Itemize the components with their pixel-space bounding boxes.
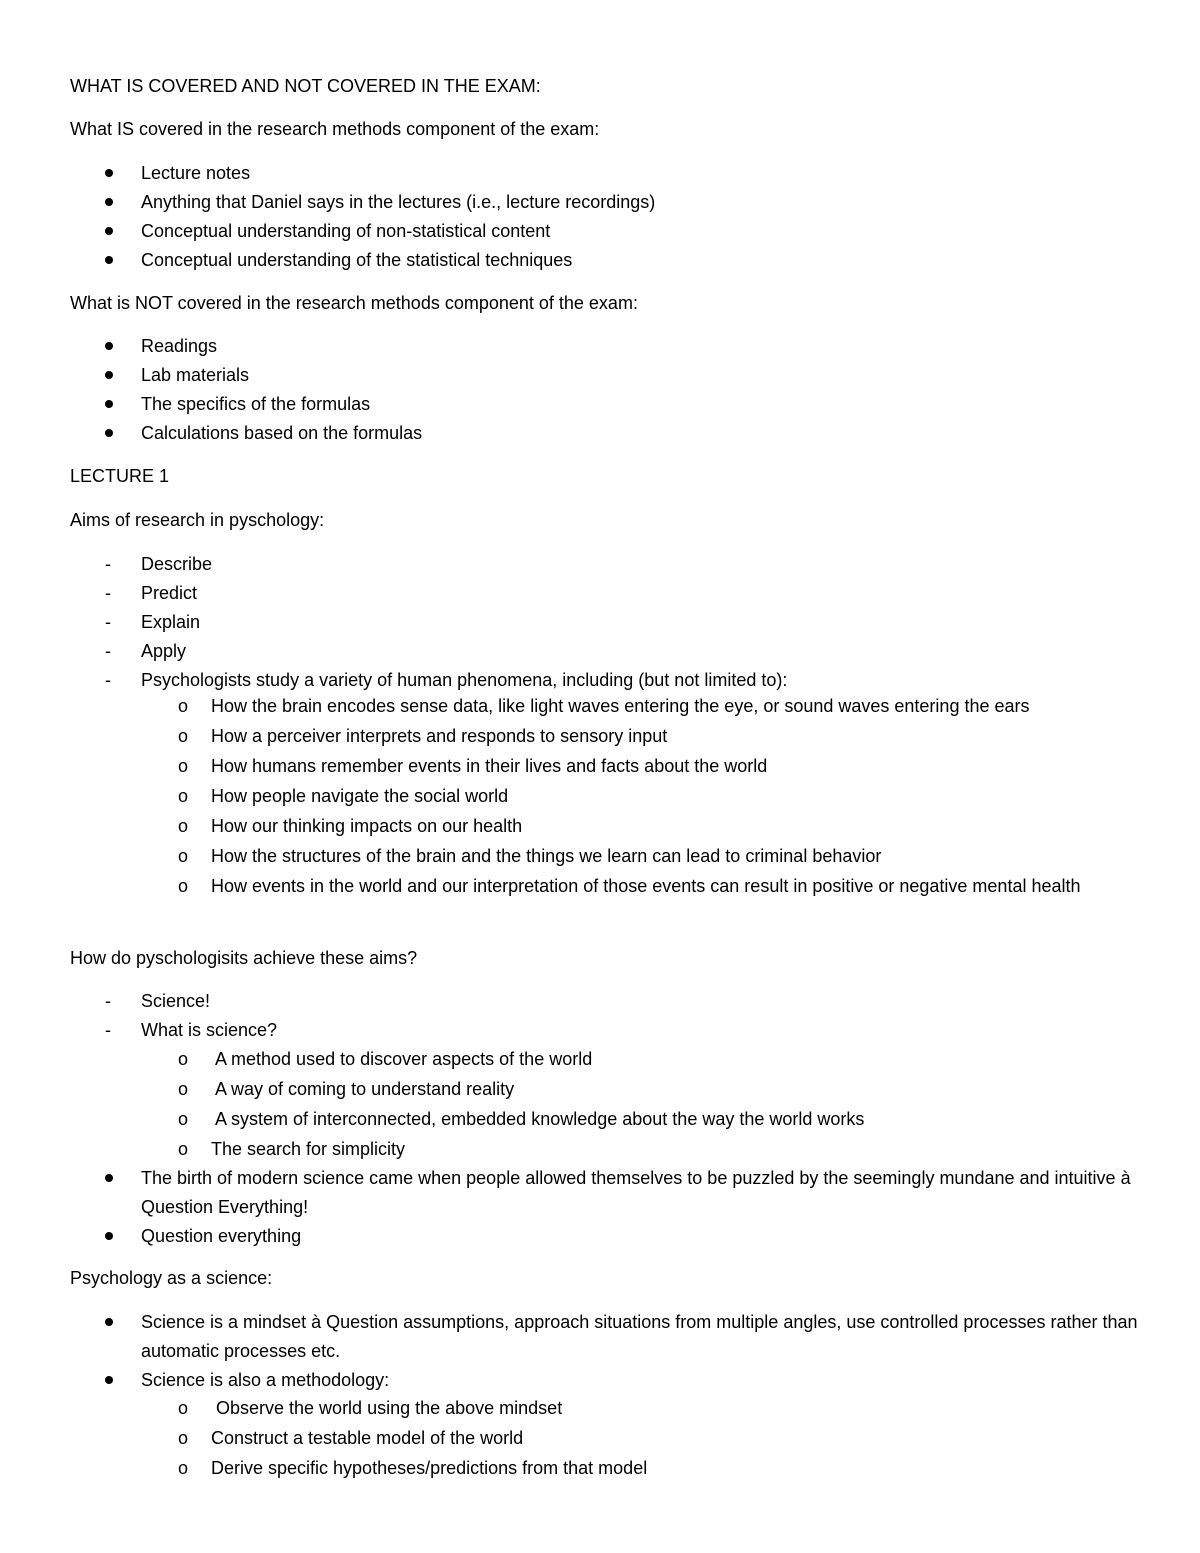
circle-bullet-icon: o [178, 816, 189, 836]
list-item: o A way of coming to understand reality [70, 1075, 1140, 1104]
birth-list [70, 1164, 1140, 1251]
list-item: - Psychologists study a variety of human phenomena, including (but not limited to): [70, 666, 1140, 695]
list-item: o How our thinking impacts on our health [70, 812, 1140, 841]
list-item: - Science! [70, 987, 1140, 1016]
covered-list [70, 159, 1140, 275]
science-defs-list [70, 1045, 1140, 1164]
list-item: o How a perceiver interprets and responds to sensory input [70, 722, 1140, 751]
list-item: The specifics of the formulas [70, 390, 1140, 419]
bullet-icon [105, 1376, 113, 1384]
circle-bullet-icon: o [178, 1079, 189, 1099]
dash-icon: - [105, 641, 111, 661]
list-item: Question everything [70, 1222, 1140, 1251]
list-item: o How the structures of the brain and the things we learn can lead to criminal behavior [70, 842, 1140, 871]
method-steps-list [70, 1394, 1140, 1483]
circle-bullet-icon: o [178, 846, 189, 866]
phenomena-list [70, 692, 1140, 901]
list-item: Readings [70, 332, 1140, 361]
document-heading: WHAT IS COVERED AND NOT COVERED IN THE EXAM: [70, 76, 541, 96]
covered-title: What IS covered in the research methods component of the exam: [70, 119, 600, 139]
circle-bullet-icon: o [178, 1109, 189, 1129]
aims-title: Aims of research in pyschology: [70, 510, 325, 530]
dash-icon: - [105, 612, 111, 632]
not-covered-title: What is NOT covered in the research methods component of the exam: [70, 293, 638, 313]
not-covered-list [70, 332, 1140, 448]
circle-bullet-icon: o [178, 756, 189, 776]
list-item: Science is a mindset à Question assumptions, approach situations from multiple angles, use controlled processes rather than automatic processes etc. [70, 1308, 1140, 1366]
dash-icon: - [105, 583, 111, 603]
list-item: o How humans remember events in their lives and facts about the world [70, 752, 1140, 781]
circle-bullet-icon: o [178, 1398, 189, 1418]
circle-bullet-icon: o [178, 786, 189, 806]
bullet-icon [105, 256, 113, 264]
achieve-title: How do pyschologisits achieve these aims? [70, 948, 418, 968]
dash-icon: - [105, 991, 111, 1011]
bullet-icon [105, 371, 113, 379]
list-item: o A system of interconnected, embedded knowledge about the way the world works [70, 1105, 1140, 1134]
list-item: o Observe the world using the above mindset [70, 1394, 1140, 1423]
bullet-icon [105, 1318, 113, 1326]
list-item: o How the brain encodes sense data, like light waves entering the eye, or sound waves entering the ears [70, 692, 1140, 721]
circle-bullet-icon: o [178, 1049, 189, 1069]
list-item: - Describe [70, 550, 1140, 579]
bullet-icon [105, 342, 113, 350]
list-item: Science is also a methodology: [70, 1366, 1140, 1395]
bullet-icon [105, 1232, 113, 1240]
psych-science-title: Psychology as a science: [70, 1268, 273, 1288]
bullet-icon [105, 227, 113, 235]
bullet-icon [105, 429, 113, 437]
list-item: - Predict [70, 579, 1140, 608]
psych-science-list [70, 1308, 1140, 1395]
list-item: - What is science? [70, 1016, 1140, 1045]
circle-bullet-icon: o [178, 696, 189, 716]
lecture-title: LECTURE 1 [70, 466, 170, 486]
science-list [70, 987, 1140, 1045]
list-item: The birth of modern science came when people allowed themselves to be puzzled by the seemingly mundane and intuitive à Question Everything! [70, 1164, 1140, 1222]
dash-icon: - [105, 1020, 111, 1040]
list-item: Anything that Daniel says in the lectures (i.e., lecture recordings) [70, 188, 1140, 217]
list-item: o How people navigate the social world [70, 782, 1140, 811]
bullet-icon [105, 169, 113, 177]
aims-list [70, 550, 1140, 695]
circle-bullet-icon: o [178, 876, 189, 896]
dash-icon: - [105, 554, 111, 574]
list-item: o The search for simplicity [70, 1135, 1140, 1164]
list-item: Calculations based on the formulas [70, 419, 1140, 448]
list-item: o How events in the world and our interpretation of those events can result in positive or negative mental health [70, 872, 1140, 901]
list-item: o A method used to discover aspects of the world [70, 1045, 1140, 1074]
list-item: Conceptual understanding of the statistical techniques [70, 246, 1140, 275]
bullet-icon [105, 198, 113, 206]
circle-bullet-icon: o [178, 1139, 189, 1159]
list-item: - Explain [70, 608, 1140, 637]
bullet-icon [105, 1174, 113, 1182]
list-item: o Derive specific hypotheses/predictions from that model [70, 1454, 1140, 1483]
list-item: Lab materials [70, 361, 1140, 390]
bullet-icon [105, 400, 113, 408]
circle-bullet-icon: o [178, 1458, 189, 1478]
list-item: o Construct a testable model of the world [70, 1424, 1140, 1453]
circle-bullet-icon: o [178, 1428, 189, 1448]
list-item: - Apply [70, 637, 1140, 666]
dash-icon: - [105, 670, 111, 690]
circle-bullet-icon: o [178, 726, 189, 746]
list-item: Conceptual understanding of non-statistical content [70, 217, 1140, 246]
list-item: Lecture notes [70, 159, 1140, 188]
